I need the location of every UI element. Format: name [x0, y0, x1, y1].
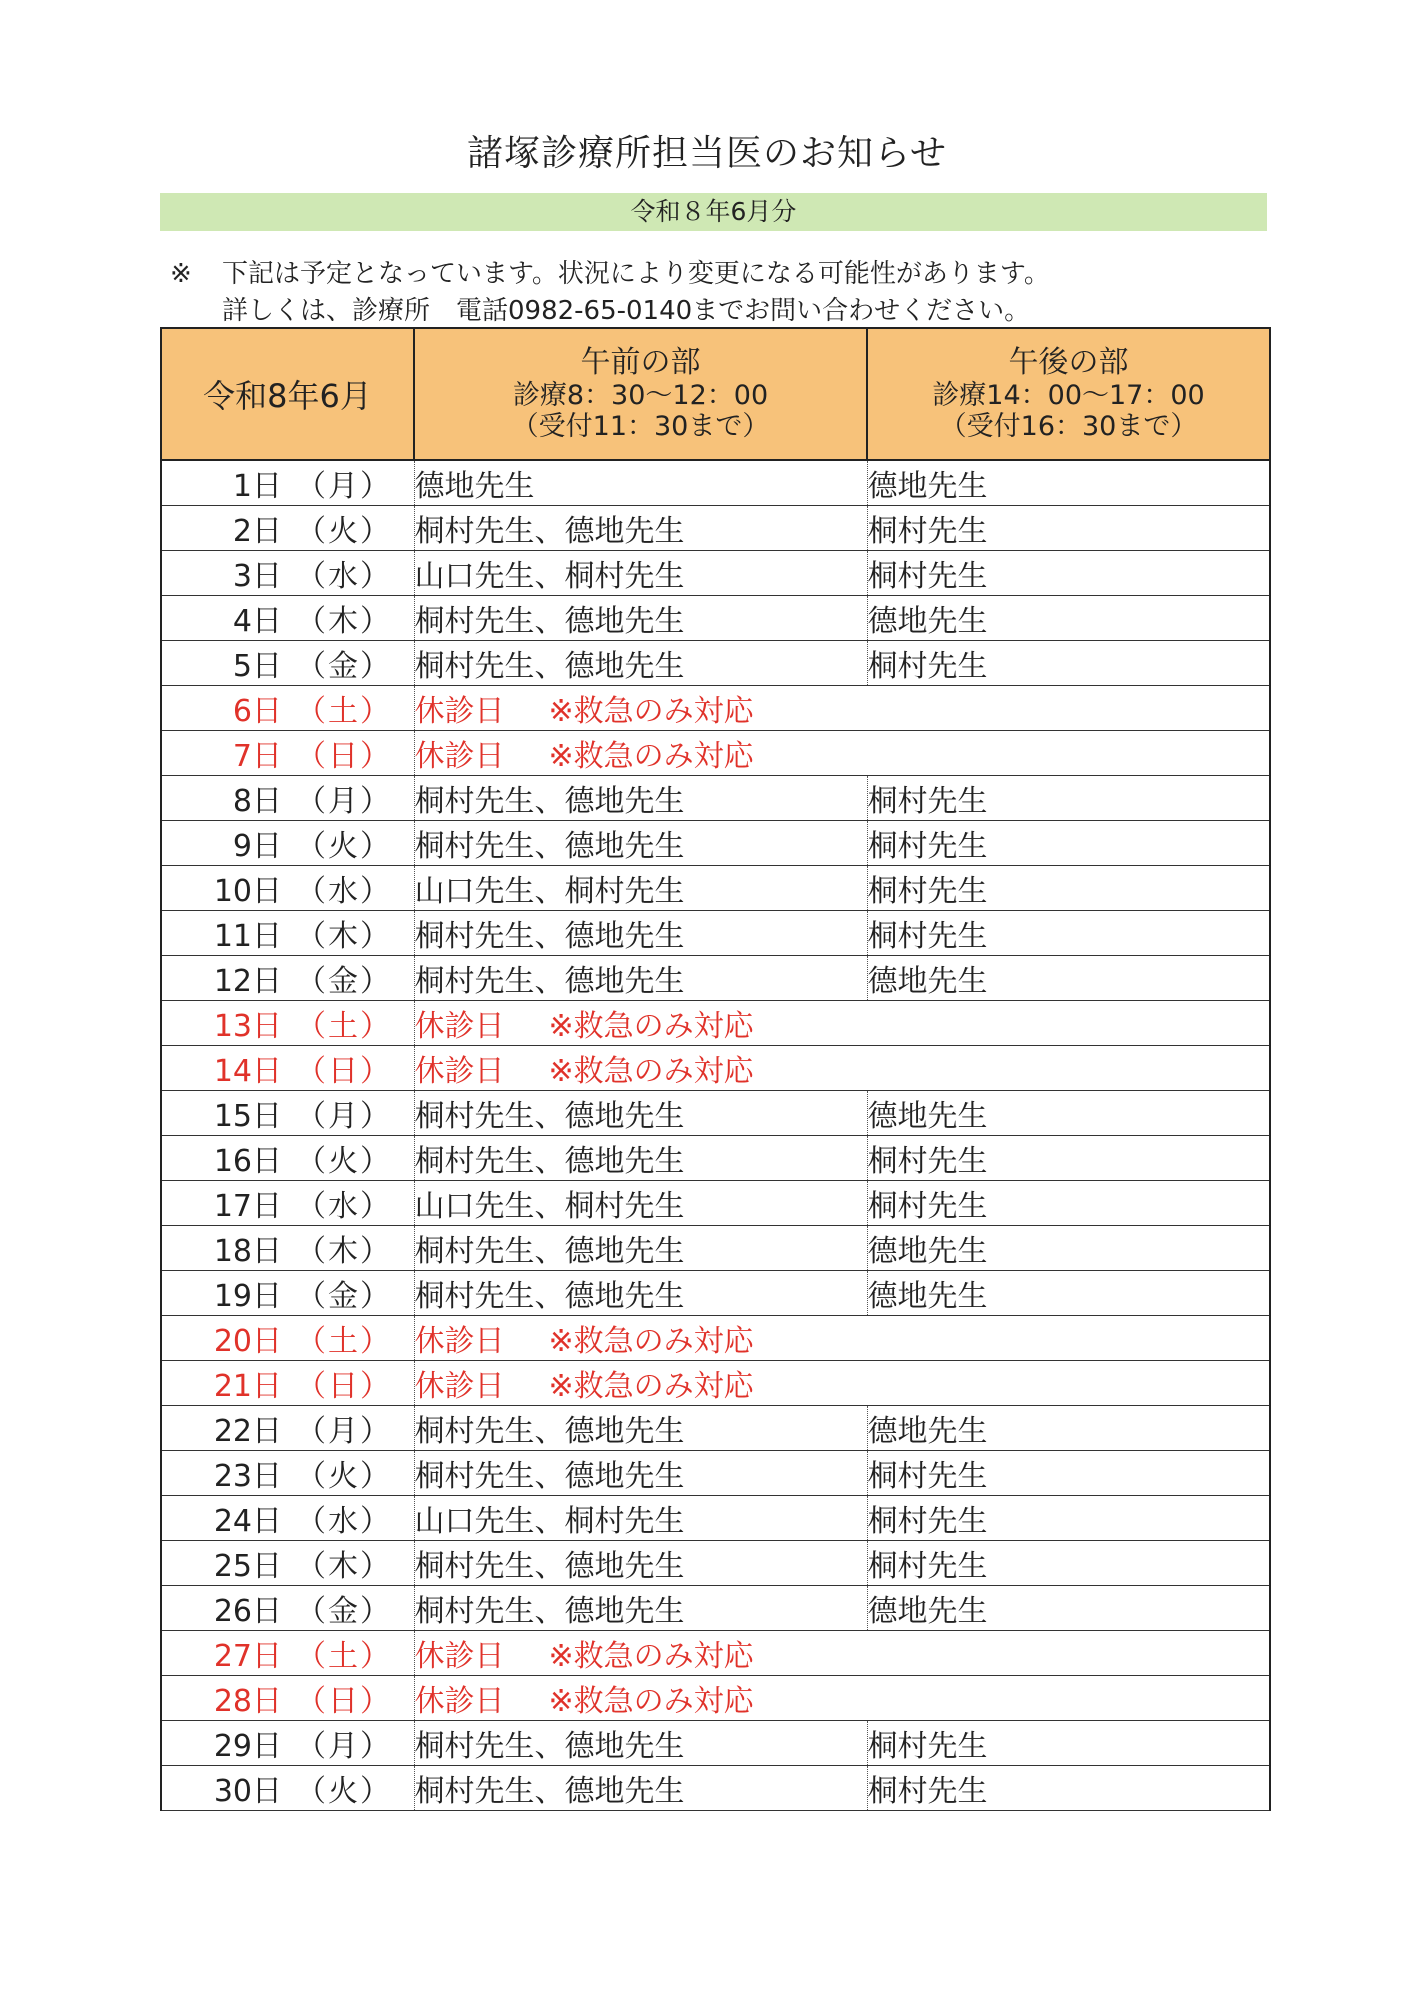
date-cell [161, 1361, 414, 1406]
weekday: （木） [296, 604, 392, 639]
date-cell [161, 776, 414, 821]
emergency-note: ※救急のみ対応 [548, 1009, 754, 1044]
weekday: （火） [296, 1774, 392, 1809]
pm-doctors: 桐村先生 [867, 866, 1270, 911]
table-row [161, 1046, 1270, 1091]
header-date: 令和8年6月 [161, 328, 414, 460]
weekday: （金） [296, 1594, 392, 1629]
table-row [161, 551, 1270, 596]
day-number: 3日 [232, 559, 282, 594]
table-row [161, 641, 1270, 686]
closed-label: 休診日 [414, 1369, 505, 1404]
weekday: （月） [296, 1729, 392, 1764]
date-cell [161, 1541, 414, 1586]
date-cell [161, 1676, 414, 1721]
weekday: （日） [296, 1054, 392, 1089]
pm-doctors: 桐村先生 [867, 1721, 1270, 1766]
table-row [161, 1136, 1270, 1181]
day-number: 28日 [213, 1684, 282, 1719]
day-number: 7日 [232, 739, 282, 774]
closed-cell [414, 1316, 1270, 1361]
closed-cell [414, 1676, 1270, 1721]
emergency-note: ※救急のみ対応 [548, 739, 754, 774]
day-number: 6日 [232, 694, 282, 729]
emergency-note: ※救急のみ対応 [548, 1369, 754, 1404]
weekday: （木） [296, 919, 392, 954]
closed-cell [414, 1361, 1270, 1406]
schedule-body [161, 460, 1270, 1811]
day-number: 18日 [213, 1234, 282, 1269]
table-row [161, 1226, 1270, 1271]
date-cell [161, 1091, 414, 1136]
table-row [161, 506, 1270, 551]
day-number: 27日 [213, 1639, 282, 1674]
table-row [161, 821, 1270, 866]
table-row [161, 1001, 1270, 1046]
table-row [161, 1451, 1270, 1496]
table-row [161, 460, 1270, 506]
table-row [161, 1676, 1270, 1721]
pm-doctors: 桐村先生 [867, 551, 1270, 596]
date-cell [161, 506, 414, 551]
table-row [161, 1586, 1270, 1631]
date-cell [161, 1271, 414, 1316]
date-cell [161, 731, 414, 776]
table-row [161, 1091, 1270, 1136]
closed-label: 休診日 [414, 1684, 505, 1719]
notice-line-2: 詳しくは、診療所 電話0982-65-0140までお問い合わせください。 [222, 296, 1031, 326]
am-doctors: 桐村先生、德地先生 [414, 506, 867, 551]
date-cell [161, 911, 414, 956]
pm-doctors: 德地先生 [867, 956, 1270, 1001]
am-doctors: 山口先生、桐村先生 [414, 1181, 867, 1226]
table-row [161, 1496, 1270, 1541]
date-cell [161, 641, 414, 686]
date-cell [161, 821, 414, 866]
closed-cell [414, 1631, 1270, 1676]
date-cell [161, 1316, 414, 1361]
closed-label: 休診日 [414, 1324, 505, 1359]
day-number: 16日 [213, 1144, 282, 1179]
date-cell [161, 1226, 414, 1271]
emergency-note: ※救急のみ対応 [548, 1684, 754, 1719]
pm-doctors: 德地先生 [867, 1271, 1270, 1316]
am-doctors: 桐村先生、德地先生 [414, 1406, 867, 1451]
pm-doctors: 德地先生 [867, 1406, 1270, 1451]
weekday: （月） [296, 469, 392, 504]
am-doctors: 桐村先生、德地先生 [414, 1541, 867, 1586]
pm-doctors: 桐村先生 [867, 1766, 1270, 1811]
day-number: 22日 [213, 1414, 282, 1449]
pm-doctors: 德地先生 [867, 460, 1270, 506]
day-number: 19日 [213, 1279, 282, 1314]
weekday: （月） [296, 1414, 392, 1449]
weekday: （土） [296, 1009, 392, 1044]
header-am-reception: （受付11：30まで） [511, 411, 770, 442]
table-row [161, 1541, 1270, 1586]
date-cell [161, 1721, 414, 1766]
header-pm-hours: 診療14：00～17：00 [932, 380, 1205, 411]
header-am-hours: 診療8：30～12：00 [512, 380, 769, 411]
day-number: 11日 [213, 919, 282, 954]
table-row [161, 911, 1270, 956]
pm-doctors: 德地先生 [867, 1226, 1270, 1271]
table-row [161, 1316, 1270, 1361]
closed-label: 休診日 [414, 694, 505, 729]
header-pm-reception: （受付16：30まで） [939, 411, 1198, 442]
day-number: 10日 [213, 874, 282, 909]
header-am [414, 328, 867, 460]
am-doctors: 桐村先生、德地先生 [414, 956, 867, 1001]
pm-doctors: 德地先生 [867, 596, 1270, 641]
closed-cell [414, 1046, 1270, 1091]
weekday: （日） [296, 1684, 392, 1719]
day-number: 14日 [213, 1054, 282, 1089]
date-cell [161, 956, 414, 1001]
pm-doctors: 桐村先生 [867, 1451, 1270, 1496]
schedule-table [160, 327, 1271, 1811]
pm-doctors: 桐村先生 [867, 1181, 1270, 1226]
day-number: 1日 [232, 469, 282, 504]
am-doctors: 桐村先生、德地先生 [414, 596, 867, 641]
weekday: （金） [296, 964, 392, 999]
weekday: （水） [296, 874, 392, 909]
weekday: （日） [296, 739, 392, 774]
table-row [161, 1271, 1270, 1316]
table-row [161, 596, 1270, 641]
pm-doctors: 桐村先生 [867, 1136, 1270, 1181]
am-doctors: 桐村先生、德地先生 [414, 1451, 867, 1496]
day-number: 8日 [232, 784, 282, 819]
date-cell [161, 1136, 414, 1181]
pm-doctors: 桐村先生 [867, 641, 1270, 686]
table-row [161, 956, 1270, 1001]
day-number: 20日 [213, 1324, 282, 1359]
header-am-title: 午前の部 [580, 345, 701, 380]
table-row [161, 731, 1270, 776]
notice-line-1 [170, 253, 1050, 290]
table-row [161, 1631, 1270, 1676]
day-number: 13日 [213, 1009, 282, 1044]
emergency-note: ※救急のみ対応 [548, 1324, 754, 1359]
date-cell [161, 596, 414, 641]
am-doctors: 桐村先生、德地先生 [414, 1271, 867, 1316]
pm-doctors: 桐村先生 [867, 506, 1270, 551]
am-doctors: 桐村先生、德地先生 [414, 776, 867, 821]
day-number: 24日 [213, 1504, 282, 1539]
pm-doctors: 桐村先生 [867, 821, 1270, 866]
date-cell [161, 1451, 414, 1496]
date-cell [161, 1766, 414, 1811]
table-row [161, 1766, 1270, 1811]
am-doctors: 桐村先生、德地先生 [414, 1091, 867, 1136]
date-cell [161, 1001, 414, 1046]
am-doctors: 桐村先生、德地先生 [414, 1226, 867, 1271]
weekday: （土） [296, 694, 392, 729]
date-cell [161, 1046, 414, 1091]
weekday: （水） [296, 559, 392, 594]
am-doctors: 德地先生 [414, 460, 867, 506]
emergency-note: ※救急のみ対応 [548, 1054, 754, 1089]
weekday: （水） [296, 1504, 392, 1539]
pm-doctors: 桐村先生 [867, 911, 1270, 956]
weekday: （水） [296, 1189, 392, 1224]
table-row [161, 1721, 1270, 1766]
day-number: 5日 [232, 649, 282, 684]
closed-label: 休診日 [414, 1009, 505, 1044]
pm-doctors: 桐村先生 [867, 1541, 1270, 1586]
header-row [161, 328, 1270, 460]
closed-cell [414, 731, 1270, 776]
pm-doctors: 桐村先生 [867, 1496, 1270, 1541]
closed-cell [414, 686, 1270, 731]
date-cell [161, 1586, 414, 1631]
page-title: 諸塚診療所担当医のお知らせ [467, 133, 947, 174]
date-cell [161, 1406, 414, 1451]
date-cell [161, 551, 414, 596]
closed-label: 休診日 [414, 1054, 505, 1089]
weekday: （月） [296, 784, 392, 819]
closed-label: 休診日 [414, 739, 505, 774]
day-number: 17日 [213, 1189, 282, 1224]
date-cell [161, 460, 414, 506]
weekday: （火） [296, 1459, 392, 1494]
day-number: 21日 [213, 1369, 282, 1404]
weekday: （火） [296, 829, 392, 864]
day-number: 25日 [213, 1549, 282, 1584]
table-row [161, 1406, 1270, 1451]
date-cell [161, 866, 414, 911]
weekday: （木） [296, 1234, 392, 1269]
weekday: （火） [296, 1144, 392, 1179]
day-number: 29日 [213, 1729, 282, 1764]
header-pm [867, 328, 1270, 460]
day-number: 2日 [232, 514, 282, 549]
table-row [161, 776, 1270, 821]
closed-label: 休診日 [414, 1639, 505, 1674]
am-doctors: 桐村先生、德地先生 [414, 821, 867, 866]
day-number: 23日 [213, 1459, 282, 1494]
weekday: （火） [296, 514, 392, 549]
table-row [161, 866, 1270, 911]
am-doctors: 山口先生、桐村先生 [414, 1496, 867, 1541]
date-cell [161, 1631, 414, 1676]
date-cell [161, 1496, 414, 1541]
day-number: 4日 [232, 604, 282, 639]
pm-doctors: 德地先生 [867, 1091, 1270, 1136]
day-number: 26日 [213, 1594, 282, 1629]
pm-doctors: 桐村先生 [867, 776, 1270, 821]
day-number: 30日 [213, 1774, 282, 1809]
am-doctors: 桐村先生、德地先生 [414, 1721, 867, 1766]
period-banner: 令和８年6月分 [160, 193, 1267, 231]
notice-text-1: 下記は予定となっています。状況により変更になる可能性があります。 [222, 259, 1050, 289]
weekday: （土） [296, 1639, 392, 1674]
weekday: （月） [296, 1099, 392, 1134]
table-row [161, 1181, 1270, 1226]
emergency-note: ※救急のみ対応 [548, 694, 754, 729]
day-number: 12日 [213, 964, 282, 999]
closed-cell [414, 1001, 1270, 1046]
notice-mark: ※ [170, 259, 192, 289]
day-number: 9日 [232, 829, 282, 864]
emergency-note: ※救急のみ対応 [548, 1639, 754, 1674]
am-doctors: 山口先生、桐村先生 [414, 866, 867, 911]
am-doctors: 桐村先生、德地先生 [414, 641, 867, 686]
date-cell [161, 686, 414, 731]
weekday: （日） [296, 1369, 392, 1404]
pm-doctors: 德地先生 [867, 1586, 1270, 1631]
table-row [161, 1361, 1270, 1406]
weekday: （金） [296, 1279, 392, 1314]
am-doctors: 桐村先生、德地先生 [414, 1136, 867, 1181]
weekday: （土） [296, 1324, 392, 1359]
table-row [161, 686, 1270, 731]
day-number: 15日 [213, 1099, 282, 1134]
am-doctors: 桐村先生、德地先生 [414, 1586, 867, 1631]
weekday: （金） [296, 649, 392, 684]
am-doctors: 山口先生、桐村先生 [414, 551, 867, 596]
am-doctors: 桐村先生、德地先生 [414, 1766, 867, 1811]
header-pm-title: 午後の部 [1008, 345, 1129, 380]
am-doctors: 桐村先生、德地先生 [414, 911, 867, 956]
weekday: （木） [296, 1549, 392, 1584]
date-cell [161, 1181, 414, 1226]
